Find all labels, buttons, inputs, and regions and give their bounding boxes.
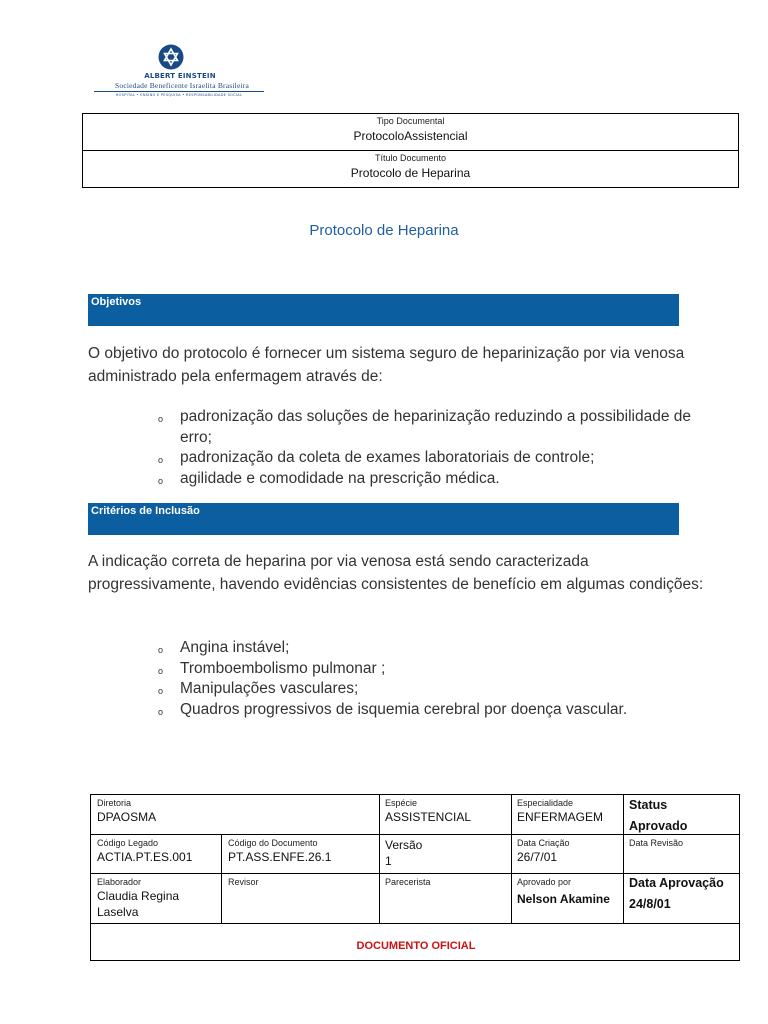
list-item: o agilidade e comodidade na prescrição médica. — [158, 469, 698, 490]
bullet-marker: o — [158, 455, 164, 465]
einstein-logo — [92, 44, 262, 100]
versao-label: Versão — [385, 838, 423, 852]
logo-divider — [94, 91, 264, 92]
data-revisao-cell — [629, 837, 737, 849]
titulo-documento-label: Título Documento — [374, 153, 447, 163]
page-title: Protocolo de Heparina — [309, 222, 459, 239]
especie-value: ASSISTENCIAL — [385, 810, 472, 824]
bullet-marker: o — [158, 665, 164, 676]
table-divider — [379, 795, 380, 923]
elaborador-label: Elaborador — [97, 877, 142, 887]
especialidade-cell — [517, 797, 621, 825]
data-criacao-label: Data Criação — [517, 838, 570, 848]
bullet-marker: o — [158, 706, 164, 717]
data-revisao-label: Data Revisão — [629, 838, 684, 848]
aprovado-por-label: Aprovado por — [517, 877, 572, 887]
objetivos-heading: Objetivos — [88, 294, 679, 326]
criterios-list — [158, 638, 698, 720]
versao-cell — [385, 837, 507, 869]
data-aprovacao-label: Data Aprovação — [629, 876, 724, 890]
logo-subtitle: Sociedade Beneficente Israelita Brasileira — [115, 81, 249, 90]
status-label: Status — [629, 798, 668, 812]
list-item: o padronização das soluções de heparinização reduzindo a possibilidade de erro; — [158, 408, 691, 446]
document-control-table — [90, 794, 740, 961]
codigo-documento-label: Código do Documento — [228, 838, 318, 848]
table-divider — [511, 795, 512, 923]
list-item: o Tromboembolismo pulmonar ; — [158, 659, 698, 680]
status-cell — [629, 795, 737, 837]
bullet-marker: o — [158, 475, 164, 486]
status-value: Aprovado — [629, 819, 688, 833]
revisor-cell — [228, 876, 378, 888]
elaborador-cell — [97, 876, 219, 920]
documento-oficial-label: DOCUMENTO OFICIAL — [356, 940, 476, 952]
parecerista-label: Parecerista — [385, 877, 431, 887]
especie-label: Espécie — [385, 798, 418, 808]
titulo-documento-row — [83, 151, 738, 187]
diretoria-label: Diretoria — [97, 798, 132, 808]
objetivos-intro: O objetivo do protocolo é fornecer um sistema seguro de heparinização por via venosa administrado pela enfermagem através de: — [88, 345, 685, 385]
aprovado-por-value: Nelson Akamine — [517, 892, 610, 906]
elaborador-value: Claudia Regina Laselva — [97, 889, 180, 919]
data-aprovacao-cell — [629, 873, 737, 915]
codigo-legado-cell — [97, 837, 219, 865]
revisor-label: Revisor — [228, 877, 259, 887]
codigo-documento-cell — [228, 837, 378, 865]
data-aprovacao-value: 24/8/01 — [629, 897, 671, 911]
codigo-legado-label: Código Legado — [97, 838, 159, 848]
criterios-intro: A indicação correta de heparina por via venosa está sendo caracterizada progressivamente, havendo evidências consistentes de benefício em algumas condições: — [88, 553, 704, 593]
list-item: o Quadros progressivos de isquemia cerebral por doença vascular. — [158, 700, 698, 721]
logo-name: ALBERT EINSTEIN — [144, 72, 216, 80]
logo-tagline: HOSPITAL • ENSINO E PESQUISA • RESPONSABILIDADE SOCIAL — [115, 93, 243, 97]
table-divider — [623, 795, 624, 923]
document-header-table — [82, 113, 739, 188]
especialidade-value: ENFERMAGEM — [517, 810, 604, 824]
titulo-documento-value: Protocolo de Heparina — [350, 166, 471, 180]
especialidade-label: Especialidade — [517, 798, 574, 808]
codigo-legado-value: ACTIA.PT.ES.001 — [97, 850, 193, 864]
diretoria-cell — [97, 797, 377, 825]
list-item: o padronização da coleta de exames laboratoriais de controle; — [158, 448, 698, 469]
criterios-heading: Critérios de Inclusão — [88, 503, 679, 535]
aprovado-por-cell — [517, 876, 621, 907]
table-divider — [91, 923, 739, 924]
bullet-marker: o — [158, 414, 164, 424]
tipo-documental-value: ProtocoloAssistencial — [353, 129, 468, 143]
tipo-documental-label: Tipo Documental — [376, 116, 445, 126]
list-item: o Angina instável; — [158, 638, 698, 659]
parecerista-cell — [385, 876, 507, 888]
codigo-documento-value: PT.ASS.ENFE.26.1 — [228, 850, 332, 864]
versao-value: 1 — [385, 854, 392, 868]
data-criacao-value: 26/7/01 — [517, 850, 558, 864]
table-divider — [221, 834, 222, 923]
data-criacao-cell — [517, 837, 621, 865]
bullet-marker: o — [158, 645, 164, 655]
bullet-marker: o — [158, 686, 164, 696]
tipo-documental-row — [83, 114, 738, 151]
diretoria-value: DPAOSMA — [97, 810, 157, 824]
especie-cell — [385, 797, 507, 825]
star-of-david-icon — [158, 44, 184, 70]
objetivos-list — [158, 407, 698, 489]
list-item: o Manipulações vasculares; — [158, 679, 698, 700]
